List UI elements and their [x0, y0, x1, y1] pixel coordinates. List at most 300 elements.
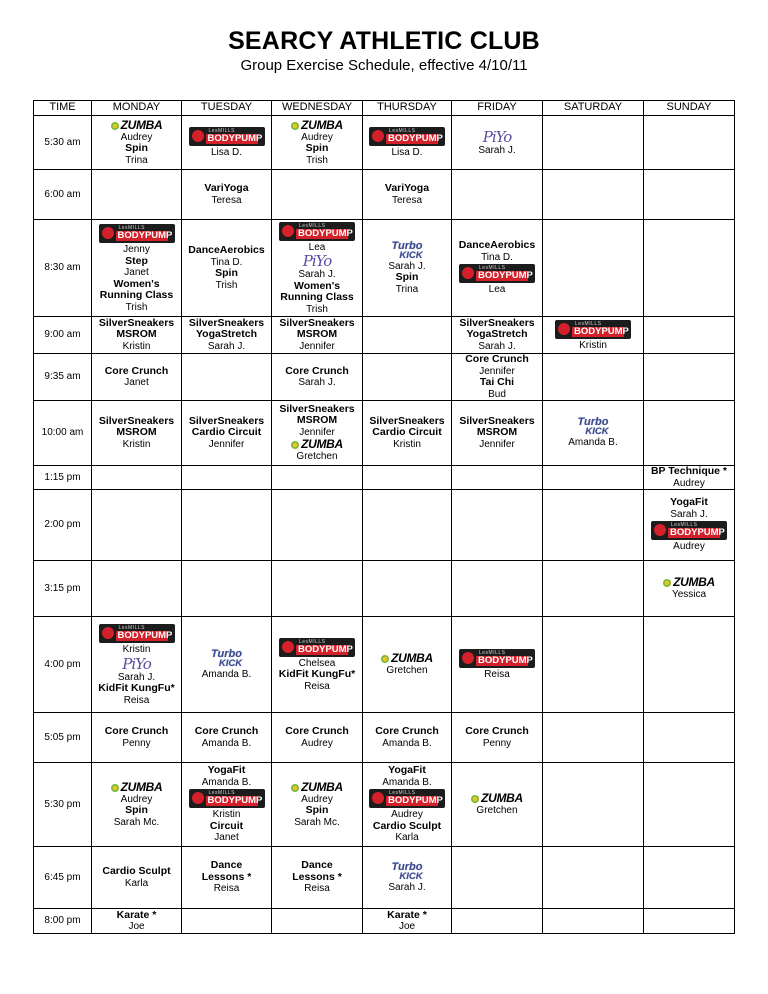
- class-cell-thursday: [363, 401, 452, 466]
- class-cell-friday: [452, 617, 543, 713]
- class-name: SilverSneakers: [459, 414, 535, 427]
- time-cell: 10:00 am: [34, 401, 92, 466]
- instructor-name: Sarah J.: [298, 269, 336, 281]
- instructor-name: Lea: [308, 241, 326, 253]
- instructor-name: Kristin: [122, 438, 151, 450]
- class-name: SilverSneakers: [369, 414, 445, 427]
- instructor-name: Jennifer: [479, 365, 515, 377]
- class-name: KidFit KungFu*: [98, 682, 175, 694]
- class-name: Dance: [210, 859, 243, 872]
- class-cell-tuesday: [182, 847, 272, 909]
- class-logo-line: [272, 637, 362, 658]
- instructor-name: Tina D.: [210, 256, 243, 268]
- class-cell-tuesday: [182, 116, 272, 170]
- bodypump-logo: [459, 649, 535, 668]
- instructor-name: Sarah Mc.: [294, 816, 340, 828]
- zumba-icon: [291, 784, 299, 792]
- time-cell: 5:30 am: [34, 116, 92, 170]
- class-logo-line: [272, 119, 362, 132]
- class-cell-friday: [452, 713, 543, 763]
- column-header-sunday: SUNDAY: [644, 101, 735, 116]
- instructor-name: Sarah J.: [388, 260, 426, 272]
- instructor-name: Reisa: [213, 883, 240, 895]
- instructor-name: Sarah Mc.: [113, 816, 160, 828]
- zumba-logo: [291, 438, 343, 451]
- class-cell-tuesday: [182, 490, 272, 561]
- class-cell-thursday: [363, 617, 452, 713]
- class-cell-friday: [452, 220, 543, 317]
- class-name: Spin: [305, 804, 329, 817]
- bodypump-icon: [372, 792, 384, 804]
- class-name: Lessons *: [201, 870, 252, 883]
- class-cell-tuesday: [182, 466, 272, 490]
- class-logo-line: [543, 319, 643, 340]
- class-cell-sunday: [644, 401, 735, 466]
- class-cell-friday: [452, 561, 543, 617]
- class-cell-saturday: [543, 617, 644, 713]
- class-name: MSROM: [296, 328, 338, 341]
- class-cell-friday: [452, 847, 543, 909]
- class-logo-line: [92, 119, 181, 132]
- instructor-name: Amanda B.: [201, 668, 252, 680]
- class-cell-monday: [92, 354, 182, 401]
- class-cell-sunday: [644, 116, 735, 170]
- schedule-row: [34, 909, 735, 934]
- instructor-name: Jennifer: [208, 438, 245, 450]
- bodypump-logo-top: LesMILLS: [479, 650, 506, 657]
- class-logo-line: [363, 652, 451, 665]
- class-cell-tuesday: [182, 763, 272, 847]
- class-name: KidFit KungFu*: [278, 668, 356, 681]
- bodypump-logo-text: BODYPUMP: [298, 643, 353, 655]
- instructor-name: Chelsea: [298, 657, 336, 669]
- class-cell-friday: [452, 116, 543, 170]
- bodypump-logo-top: LesMILLS: [479, 265, 506, 272]
- class-cell-wednesday: [272, 713, 363, 763]
- class-name: Spin: [125, 142, 148, 155]
- schedule-row: [34, 116, 735, 170]
- time-cell: 1:15 pm: [34, 466, 92, 490]
- class-logo-line: [272, 253, 362, 269]
- class-cell-thursday: [363, 909, 452, 934]
- class-cell-sunday: [644, 617, 735, 713]
- kick-logo-text: KICK: [585, 426, 609, 438]
- bodypump-logo-text: BODYPUMP: [117, 230, 173, 241]
- zumba-logo-text: ZUMBA: [120, 117, 163, 132]
- class-cell-sunday: [644, 561, 735, 617]
- time-cell: 9:00 am: [34, 317, 92, 354]
- class-cell-friday: [452, 401, 543, 466]
- bodypump-logo: [279, 222, 355, 241]
- page-title: SEARCY ATHLETIC CLUB: [228, 27, 540, 55]
- turbo-kick-logo: [211, 649, 242, 669]
- bodypump-logo-top: LesMILLS: [118, 625, 146, 631]
- bodypump-logo-text: BODYPUMP: [388, 795, 443, 807]
- class-name: Core Crunch: [375, 725, 439, 737]
- piyo-logo: PiYo: [482, 127, 512, 146]
- class-cell-thursday: [363, 490, 452, 561]
- bodypump-logo-top: LesMILLS: [299, 638, 326, 645]
- instructor-name: Trish: [215, 279, 238, 291]
- class-cell-monday: [92, 909, 182, 934]
- class-logo-line: [182, 788, 271, 809]
- class-cell-sunday: [644, 847, 735, 909]
- class-name: SilverSneakers: [188, 414, 265, 427]
- bodypump-logo: [369, 127, 445, 146]
- zumba-logo-text: ZUMBA: [120, 779, 163, 794]
- instructor-name: Audrey: [301, 131, 333, 143]
- instructor-name: Kristin: [393, 438, 421, 450]
- instructor-name: Jennifer: [299, 340, 335, 352]
- class-name: MSROM: [116, 328, 157, 341]
- bodypump-logo-top: LesMILLS: [118, 225, 146, 231]
- zumba-logo: [111, 119, 163, 132]
- bodypump-icon: [192, 130, 204, 142]
- class-name: Lessons *: [292, 870, 342, 883]
- class-cell-monday: [92, 561, 182, 617]
- class-name: MSROM: [296, 414, 338, 426]
- bodypump-logo: [459, 264, 535, 283]
- bodypump-logo: [189, 127, 265, 146]
- zumba-logo-text: ZUMBA: [301, 437, 343, 451]
- time-cell: 5:30 pm: [34, 763, 92, 847]
- instructor-name: Amanda B.: [382, 776, 432, 788]
- instructor-name: Penny: [122, 737, 151, 749]
- instructor-name: Kristin: [579, 339, 607, 351]
- class-name: Core Crunch: [104, 725, 169, 737]
- time-cell: 8:30 am: [34, 220, 92, 317]
- class-name: Spin: [215, 267, 238, 279]
- class-logo-line: [363, 126, 451, 147]
- class-cell-wednesday: [272, 116, 363, 170]
- class-name: YogaStretch: [466, 328, 528, 341]
- class-cell-saturday: [543, 170, 644, 220]
- turbo-logo-text: Turbo: [391, 239, 423, 252]
- schedule-table: [33, 100, 735, 934]
- instructor-name: Jennifer: [479, 438, 515, 450]
- time-cell: 4:00 pm: [34, 617, 92, 713]
- instructor-name: Gretchen: [296, 451, 338, 462]
- instructor-name: Amanda B.: [201, 737, 252, 749]
- class-name: Core Crunch: [465, 353, 529, 365]
- zumba-logo-text: ZUMBA: [481, 791, 523, 806]
- zumba-icon: [291, 441, 299, 449]
- bodypump-icon: [102, 627, 114, 639]
- class-cell-monday: [92, 466, 182, 490]
- column-header-monday: MONDAY: [92, 101, 182, 116]
- class-cell-sunday: [644, 317, 735, 354]
- class-cell-wednesday: [272, 317, 363, 354]
- class-cell-thursday: [363, 317, 452, 354]
- class-cell-tuesday: [182, 170, 272, 220]
- class-logo-line: [92, 623, 181, 644]
- bodypump-icon: [102, 227, 114, 239]
- time-cell: 3:15 pm: [34, 561, 92, 617]
- instructor-name: Penny: [482, 737, 512, 749]
- instructor-name: Audrey: [673, 541, 705, 553]
- class-name: Step: [125, 254, 148, 267]
- class-cell-saturday: [543, 317, 644, 354]
- zumba-icon: [663, 579, 671, 587]
- zumba-logo-text: ZUMBA: [301, 117, 343, 132]
- instructor-name: Audrey: [120, 131, 153, 143]
- class-name: Spin: [305, 142, 329, 155]
- class-cell-tuesday: [182, 317, 272, 354]
- class-cell-friday: [452, 354, 543, 401]
- bodypump-logo: [99, 624, 175, 643]
- class-logo-line: [182, 649, 271, 669]
- instructor-name: Yessica: [671, 589, 707, 601]
- schedule-row: [34, 617, 735, 713]
- class-logo-line: [272, 781, 362, 794]
- zumba-icon: [111, 784, 119, 792]
- class-name: Dance: [301, 859, 333, 872]
- instructor-name: Lisa D.: [210, 147, 243, 159]
- bodypump-icon: [372, 130, 384, 142]
- bodypump-icon: [282, 641, 294, 653]
- class-name: Running Class: [99, 289, 174, 301]
- instructor-name: Trina: [395, 283, 419, 295]
- turbo-logo-text: Turbo: [577, 416, 609, 429]
- schedule-row: [34, 763, 735, 847]
- instructor-name: Gretchen: [386, 665, 428, 677]
- class-name: Cardio Circuit: [191, 426, 262, 439]
- bodypump-logo-text: BODYPUMP: [478, 655, 533, 667]
- zumba-icon: [381, 655, 389, 663]
- class-cell-monday: [92, 847, 182, 909]
- class-name: Cardio Sculpt: [102, 865, 171, 877]
- class-name: SilverSneakers: [279, 316, 355, 329]
- class-name: Core Crunch: [465, 725, 529, 737]
- class-name: YogaFit: [388, 764, 426, 777]
- class-name: Karate *: [387, 908, 427, 921]
- class-name: Women's: [293, 279, 341, 292]
- zumba-logo: [381, 652, 433, 665]
- class-name: Core Crunch: [285, 725, 349, 737]
- bodypump-logo-text: BODYPUMP: [388, 133, 443, 145]
- instructor-name: Joe: [398, 921, 416, 932]
- class-logo-line: [452, 129, 542, 145]
- class-cell-thursday: [363, 220, 452, 317]
- bodypump-logo: [99, 224, 175, 243]
- schedule-row: [34, 220, 735, 317]
- schedule-row: [34, 466, 735, 490]
- class-name: SilverSneakers: [98, 414, 175, 427]
- bodypump-logo-text: BODYPUMP: [117, 630, 173, 641]
- bodypump-logo-top: LesMILLS: [575, 320, 602, 327]
- class-name: MSROM: [476, 426, 518, 439]
- turbo-logo-text: Turbo: [391, 860, 423, 873]
- class-name: SilverSneakers: [188, 316, 265, 329]
- class-logo-line: [363, 241, 451, 261]
- bodypump-icon: [462, 652, 474, 664]
- class-cell-tuesday: [182, 561, 272, 617]
- column-header-friday: FRIDAY: [452, 101, 543, 116]
- instructor-name: Trish: [125, 301, 148, 313]
- instructor-name: Sarah J.: [478, 340, 516, 352]
- instructor-name: Reisa: [484, 669, 510, 681]
- bodypump-logo: [369, 789, 445, 808]
- header-row: [34, 101, 735, 116]
- class-logo-line: [182, 126, 271, 147]
- bodypump-logo: [189, 789, 265, 808]
- class-logo-line: [644, 520, 734, 541]
- class-cell-wednesday: [272, 847, 363, 909]
- class-cell-monday: [92, 220, 182, 317]
- bodypump-logo: [555, 320, 631, 339]
- bodypump-logo-top: LesMILLS: [208, 128, 236, 135]
- class-cell-friday: [452, 490, 543, 561]
- class-cell-thursday: [363, 466, 452, 490]
- class-cell-sunday: [644, 220, 735, 317]
- class-logo-line: [644, 576, 734, 589]
- class-name: VariYoga: [384, 182, 430, 194]
- class-cell-monday: [92, 490, 182, 561]
- class-logo-line: [272, 438, 362, 451]
- time-cell: 2:00 pm: [34, 490, 92, 561]
- instructor-name: Teresa: [211, 194, 242, 206]
- class-logo-line: [92, 223, 181, 244]
- bodypump-logo: [279, 638, 355, 657]
- class-cell-tuesday: [182, 220, 272, 317]
- zumba-icon: [471, 795, 479, 803]
- bodypump-logo-text: BODYPUMP: [670, 527, 725, 539]
- instructor-name: Sarah J.: [388, 881, 426, 893]
- instructor-name: Tina D.: [481, 251, 513, 263]
- instructor-name: Sarah J.: [117, 671, 156, 683]
- class-cell-tuesday: [182, 909, 272, 934]
- turbo-logo-text: Turbo: [211, 647, 242, 660]
- instructor-name: Trish: [306, 303, 328, 315]
- class-name: Women's: [113, 277, 160, 290]
- class-cell-tuesday: [182, 713, 272, 763]
- instructor-name: Sarah J.: [670, 508, 708, 520]
- instructor-name: Audrey: [301, 737, 333, 749]
- class-cell-friday: [452, 763, 543, 847]
- class-name: YogaFit: [207, 764, 246, 777]
- class-cell-saturday: [543, 116, 644, 170]
- bodypump-icon: [558, 323, 570, 335]
- class-cell-sunday: [644, 354, 735, 401]
- instructor-name: Karla: [124, 877, 149, 889]
- class-cell-tuesday: [182, 354, 272, 401]
- class-cell-saturday: [543, 466, 644, 490]
- class-cell-thursday: [363, 847, 452, 909]
- class-name: Core Crunch: [104, 364, 169, 377]
- class-cell-saturday: [543, 847, 644, 909]
- instructor-name: Lisa D.: [391, 147, 423, 159]
- instructor-name: Audrey: [301, 793, 333, 805]
- bodypump-icon: [192, 792, 204, 804]
- class-cell-sunday: [644, 170, 735, 220]
- zumba-logo: [291, 781, 343, 794]
- bodypump-logo-top: LesMILLS: [208, 790, 236, 797]
- class-logo-line: [363, 788, 451, 809]
- schedule-row: [34, 354, 735, 401]
- zumba-logo: [291, 119, 343, 132]
- class-name: Karate *: [116, 908, 157, 921]
- zumba-logo: [471, 792, 523, 805]
- instructor-name: Kristin: [122, 340, 151, 352]
- class-cell-friday: [452, 909, 543, 934]
- schedule-row: [34, 561, 735, 617]
- instructor-name: Teresa: [391, 194, 422, 206]
- time-cell: 5:05 pm: [34, 713, 92, 763]
- instructor-name: Janet: [124, 267, 149, 278]
- class-cell-wednesday: [272, 466, 363, 490]
- class-logo-line: [92, 781, 181, 794]
- instructor-name: Trina: [125, 154, 148, 166]
- class-name: SilverSneakers: [279, 402, 355, 415]
- class-cell-thursday: [363, 763, 452, 847]
- bodypump-logo-top: LesMILLS: [389, 790, 416, 797]
- class-cell-sunday: [644, 466, 735, 490]
- instructor-name: Trish: [306, 154, 328, 166]
- class-name: Running Class: [280, 291, 354, 304]
- class-cell-saturday: [543, 561, 644, 617]
- class-name: Core Crunch: [194, 725, 259, 737]
- class-name: Cardio Circuit: [372, 426, 442, 439]
- class-cell-wednesday: [272, 354, 363, 401]
- bodypump-logo-top: LesMILLS: [671, 522, 698, 529]
- class-cell-monday: [92, 713, 182, 763]
- class-name: MSROM: [116, 426, 157, 439]
- class-cell-wednesday: [272, 617, 363, 713]
- bodypump-logo-top: LesMILLS: [299, 222, 326, 229]
- schedule-row: [34, 401, 735, 466]
- class-cell-friday: [452, 317, 543, 354]
- class-name: YogaFit: [670, 496, 708, 509]
- class-cell-saturday: [543, 354, 644, 401]
- class-cell-sunday: [644, 909, 735, 934]
- turbo-kick-logo: [391, 241, 422, 261]
- bodypump-icon: [282, 225, 294, 237]
- turbo-kick-logo: [577, 417, 608, 437]
- class-name: DanceAerobics: [458, 239, 536, 252]
- class-name: Cardio Sculpt: [372, 819, 442, 832]
- zumba-logo-text: ZUMBA: [301, 779, 343, 794]
- instructor-name: Sarah J.: [298, 377, 336, 388]
- bodypump-logo: [651, 521, 727, 540]
- bodypump-logo-text: BODYPUMP: [574, 325, 629, 337]
- class-name: SilverSneakers: [459, 316, 535, 329]
- kick-logo-text: KICK: [218, 657, 243, 669]
- instructor-name: Janet: [124, 377, 149, 388]
- instructor-name: Gretchen: [476, 805, 518, 817]
- schedule-row: [34, 317, 735, 354]
- kick-logo-text: KICK: [399, 870, 423, 882]
- class-cell-saturday: [543, 713, 644, 763]
- instructor-name: Sarah J.: [478, 144, 516, 156]
- class-cell-saturday: [543, 763, 644, 847]
- class-logo-line: [363, 862, 451, 882]
- bodypump-icon: [654, 524, 666, 536]
- class-name: Circuit: [209, 819, 244, 832]
- class-cell-thursday: [363, 170, 452, 220]
- instructor-name: Sarah J.: [207, 340, 246, 352]
- instructor-name: Reisa: [304, 680, 330, 692]
- class-cell-monday: [92, 401, 182, 466]
- class-cell-monday: [92, 617, 182, 713]
- instructor-name: Karla: [395, 832, 419, 844]
- bodypump-logo-text: BODYPUMP: [207, 795, 263, 807]
- class-cell-tuesday: [182, 617, 272, 713]
- instructor-name: Amanda B.: [201, 776, 252, 788]
- zumba-logo-text: ZUMBA: [673, 575, 715, 590]
- class-cell-friday: [452, 466, 543, 490]
- time-cell: 6:45 pm: [34, 847, 92, 909]
- schedule-row: [34, 490, 735, 561]
